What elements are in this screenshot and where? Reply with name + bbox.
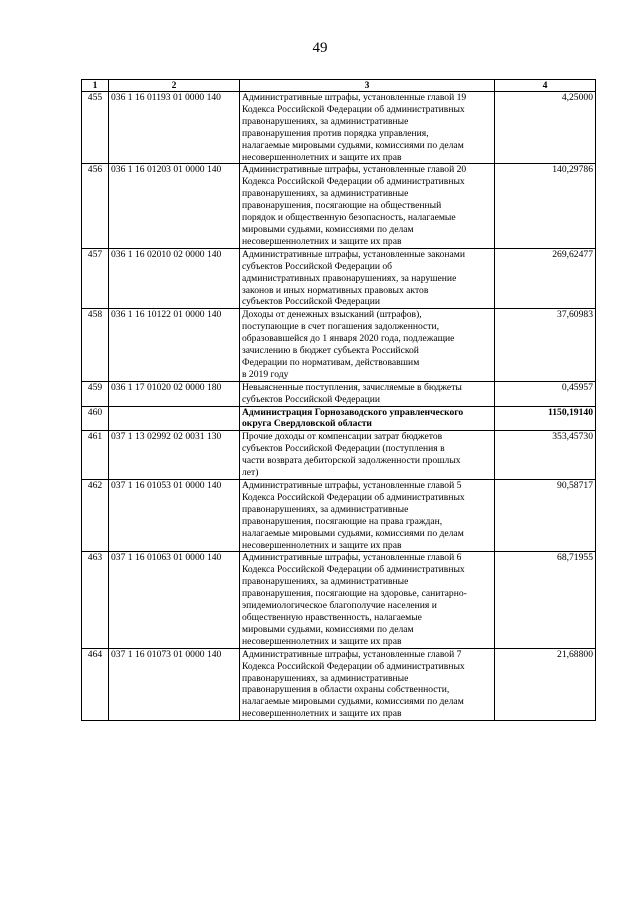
row-number: 459 (82, 381, 109, 406)
row-amount: 353,45730 (495, 431, 596, 480)
revenue-table (81, 79, 596, 721)
row-number: 456 (82, 164, 109, 248)
budget-code: 036 1 16 01203 01 0000 140 (109, 164, 240, 248)
table-row (82, 648, 596, 720)
row-amount: 90,58717 (495, 480, 596, 552)
table-row-section-heading (82, 406, 596, 431)
budget-code: 036 1 16 01193 01 0000 140 (109, 92, 240, 164)
budget-code: 036 1 16 10122 01 0000 140 (109, 309, 240, 381)
table-row (82, 164, 596, 248)
row-description: Административные штрафы, установленные главой 19 Кодекса Российской Федерации об административных правонарушениях, за административные правонарушения против порядка управления, налагаемые мировыми судьями, комиссиями по делам несовершеннолетних и защите их прав (240, 92, 495, 164)
row-description: Доходы от денежных взысканий (штрафов), поступающие в счет погашения задолженности, образовавшейся до 1 января 2020 года, подлежащие зачислению в бюджет субъекта Российской Федерации по нормативам, действовавшим в 2019 году (240, 309, 495, 381)
row-amount: 140,29786 (495, 164, 596, 248)
row-description: Административные штрафы, установленные главой 7 Кодекса Российской Федерации об административных правонарушениях, за административные правонарушения в области охраны собственности, налагаемые мировыми судьями, комиссиями по делам несовершеннолетних и защите их прав (240, 648, 495, 720)
row-amount: 21,68800 (495, 648, 596, 720)
header-col-1: 1 (82, 80, 109, 92)
header-col-2: 2 (109, 80, 240, 92)
row-description: Административные штрафы, установленные законами субъектов Российской Федерации об административных правонарушениях, за нарушение законов и иных нормативных правовых актов субъектов Российской Федерации (240, 248, 495, 309)
table-row (82, 248, 596, 309)
table-row (82, 431, 596, 480)
budget-code: 037 1 16 01073 01 0000 140 (109, 648, 240, 720)
table-row (82, 480, 596, 552)
budget-code: 037 1 16 01053 01 0000 140 (109, 480, 240, 552)
row-number: 462 (82, 480, 109, 552)
row-amount: 1150,19140 (495, 406, 596, 431)
table-row (82, 381, 596, 406)
header-col-3: 3 (240, 80, 495, 92)
row-number: 458 (82, 309, 109, 381)
budget-code: 037 1 13 02992 02 0031 130 (109, 431, 240, 480)
table-header-row (82, 80, 596, 92)
budget-code: 036 1 16 02010 02 0000 140 (109, 248, 240, 309)
row-number: 455 (82, 92, 109, 164)
table-row (82, 92, 596, 164)
table-row (82, 309, 596, 381)
row-amount: 269,62477 (495, 248, 596, 309)
table-row (82, 552, 596, 648)
row-amount: 37,60983 (495, 309, 596, 381)
row-description: Административные штрафы, установленные главой 5 Кодекса Российской Федерации об административных правонарушениях, за административные правонарушения, посягающие на права граждан, налагаемые мировыми судьями, комиссиями по делам несовершеннолетних и защите их прав (240, 480, 495, 552)
budget-code: 036 1 17 01020 02 0000 180 (109, 381, 240, 406)
row-amount: 0,45957 (495, 381, 596, 406)
row-description: Административные штрафы, установленные главой 20 Кодекса Российской Федерации об административных правонарушениях, за административные правонарушения, посягающие на общественный порядок и общественную безопасность, налагаемые мировыми судьями, комиссиями по делам несовершеннолетних и защите их прав (240, 164, 495, 248)
row-amount: 4,25000 (495, 92, 596, 164)
row-number: 463 (82, 552, 109, 648)
row-number: 457 (82, 248, 109, 309)
row-description: Невыясненные поступления, зачисляемые в бюджеты субъектов Российской Федерации (240, 381, 495, 406)
row-number: 461 (82, 431, 109, 480)
row-description: Административные штрафы, установленные главой 6 Кодекса Российской Федерации об административных правонарушениях, за административные правонарушения, посягающие на здоровье, санитарно- эпидемиологическое благополучие населения и общественную нравственность, налагаемые мировыми судьями, комиссиями по делам несовершеннолетних и защите их прав (240, 552, 495, 648)
page-number: 49 (312, 40, 328, 56)
row-description: Прочие доходы от компенсации затрат бюджетов субъектов Российской Федерации (поступления в части возврата дебиторской задолженности прошлых лет) (240, 431, 495, 480)
row-amount: 68,71955 (495, 552, 596, 648)
budget-code: 037 1 16 01063 01 0000 140 (109, 552, 240, 648)
row-number: 460 (82, 406, 109, 431)
header-col-4: 4 (495, 80, 596, 92)
row-number: 464 (82, 648, 109, 720)
budget-code (109, 406, 240, 431)
row-description: Администрация Горнозаводского управленческого округа Свердловской области (240, 406, 495, 431)
